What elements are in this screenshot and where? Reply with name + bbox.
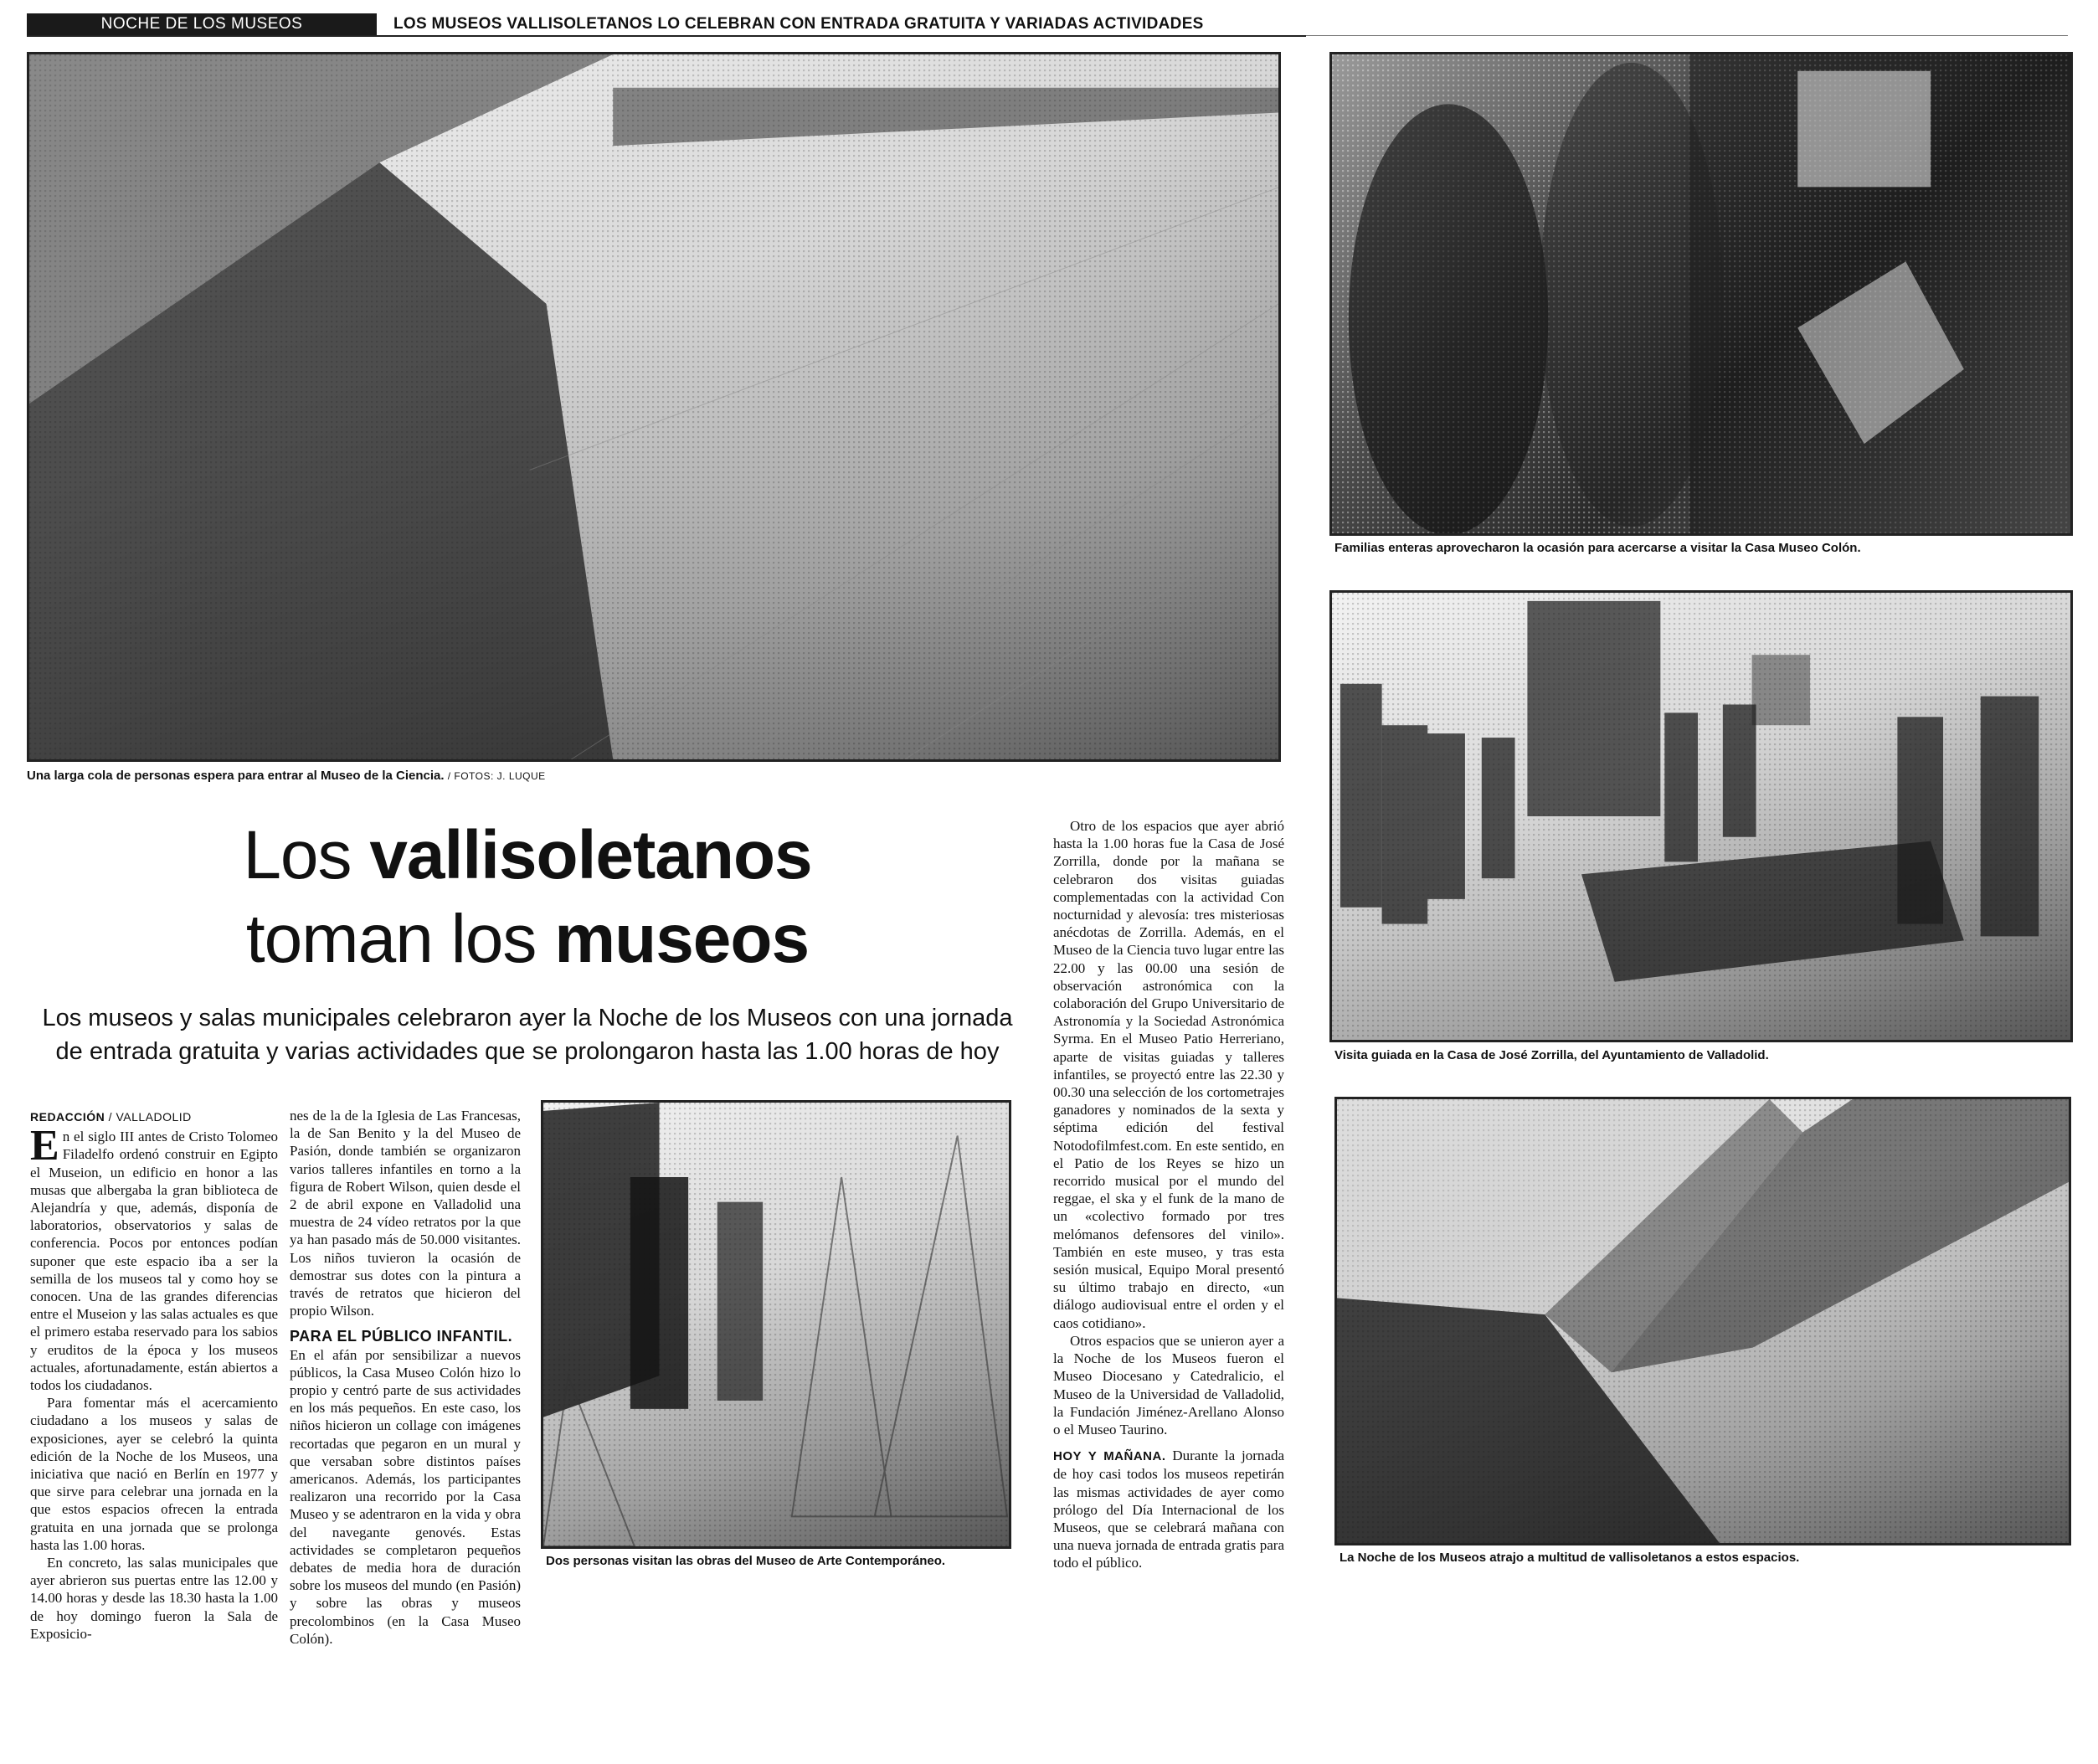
subheadline <box>33 1001 1021 1068</box>
article-paragraph: En concreto, las salas municipales que ayer abrieron sus puertas entre las 12.00 y 14.00 horas y desde las 18.30 hasta la 1.00 de hoy domingo fueron la Sala de Exposicio- <box>30 1555 278 1642</box>
photo-credit: / FOTOS: J. LUQUE <box>447 770 546 782</box>
section-tag: NOCHE DE LOS MUSEOS <box>27 13 377 35</box>
header-rule <box>27 35 1306 37</box>
caption-main-text: Una larga cola de personas espera para entrar al Museo de la Ciencia. <box>27 769 445 783</box>
photo-casa-zorrilla <box>1329 590 2073 1042</box>
caption-zorrilla: Visita guiada en la Casa de José Zorrilla, del Ayuntamiento de Valladolid. <box>1334 1048 1769 1062</box>
kicker-headline: LOS MUSEOS VALLISOLETANOS LO CELEBRAN CON ENTRADA GRATUITA Y VARIADAS ACTIVIDADES <box>393 15 1204 33</box>
article-column-1 <box>30 1108 278 1643</box>
headline-line2-bold: museos <box>554 901 810 977</box>
headline-line1-bold: vallisoletanos <box>369 817 812 893</box>
photo-main-queue <box>27 52 1281 762</box>
headline-line1-light: Los <box>243 817 370 893</box>
caption-colon: Familias enteras aprovecharon la ocasión para acercarse a visitar la Casa Museo Colón. <box>1334 541 1861 555</box>
photo-arte-contemporaneo <box>541 1100 1011 1549</box>
article-paragraph: En el afán por sensibilizar a nuevos públicos, la Casa Museo Colón hizo lo propio y centró parte de sus actividades en los más pequeños. En este caso, los niños hicieron un collage con imágenes recortadas que pegaron en un mural y que versaban sobre distintos países americanos. Además, los participantes realizaron una recorrido por la Casa Museo y se adentraron en la vida y obra del navegante genovés. Estas actividades se completaron pequeños debates de media hora de duración sobre los museos del mundo (en Pasión) y sobre las obras y museos precolombinos (en la Casa Museo Colón). <box>290 1346 521 1647</box>
article-column-2 <box>290 1107 521 1648</box>
byline-author: REDACCIÓN <box>30 1110 105 1124</box>
article-paragraph: Otros espacios que se unieron ayer a la Noche de los Museos fueron el Museo Diocesano y Catedralicio, el Museo de la Universidad de Valladolid, la Fundación Jiménez-Arellano Alonso o el Museo Taurino. <box>1053 1332 1284 1437</box>
section-subtitle: PARA EL PÚBLICO INFANTIL. <box>290 1328 513 1345</box>
paragraph-text: n el siglo III antes de Cristo Tolomeo Filadelfo ordenó construir en Egipto el Museion, un edificio en honor a las musas que albergaba la gran biblioteca de Alejandría y que, además, disponía de laboratorios, observatorios y salas de conferencia. Pocos por entonces podían suponer que este espacio iba a ser la semilla de los museos tal y como hoy se conocen. Una de las grandes diferencias entre el Museion y las salas actuales es que el primero estaba reservado para los sabios y eruditos de la época y los museos actuales, afortunadamente, están abiertos a todos los ciudadanos. <box>30 1129 278 1394</box>
headline-line-1 <box>33 814 1021 897</box>
subheadline-line-1: Los museos y salas municipales celebraron ayer la Noche de los Museos con una jornada <box>42 1005 1013 1031</box>
caption-art: Dos personas visitan las obras del Museo de Arte Contemporáneo. <box>546 1554 946 1568</box>
article-paragraph: Para fomentar más el acercamiento ciudadano a los museos y salas de exposiciones, ayer se celebró la quinta edición de la Noche de los Museos, una iniciativa que nació en Berlín en 1977 y que sirve para celebrar una jornada en la que estos espacios ofrecen la entrada gratuita en una jornada que se prolonga hasta las 1.00 horas. <box>30 1395 278 1553</box>
article-paragraph: nes de la de la Iglesia de Las Francesas, la de San Benito y la del Museo de Pasión, donde también se organizaron varios talleres infantiles en torno a la figura de Robert Wilson, quien desde el 2 de abril expone en Valladolid una muestra de 24 vídeo retratos por la que ya han pasado más de 50.000 visitantes. Los niños tuvieron la ocasión de demostrar sus dotes con la pintura a través de retratos que hicieron del propio Wilson. <box>290 1108 521 1319</box>
byline <box>30 1108 278 1126</box>
headline-line-2 <box>33 897 1021 981</box>
photo-queue-stairs <box>1334 1097 2071 1545</box>
photo-casa-colon <box>1329 52 2073 536</box>
byline-place: / VALLADOLID <box>105 1110 192 1124</box>
article-paragraph <box>30 1122 278 1394</box>
caption-main <box>27 769 948 784</box>
caption-queue: La Noche de los Museos atrajo a multitud de vallisoletanos a estos espacios. <box>1340 1551 1800 1565</box>
paragraph-text: Durante la jornada de hoy casi todos los museos repetirán las mismas actividades de ayer como prólogo del Día Internacional de los Museos, que se celebrará mañana con una nueva jornada de entrada gratis para todo el público. <box>1053 1448 1284 1571</box>
header-rule-right <box>1306 35 2068 36</box>
headline-line2-light: toman los <box>245 901 555 977</box>
article-paragraph: Otro de los espacios que ayer abrió hasta la 1.00 horas fue la Casa de José Zorrilla, donde por la mañana se celebraron dos visitas guiadas complementadas con la actividad Con nocturnidad y alevosía: tres misteriosas anécdotas de Zorrilla. Además, en el Museo de la Ciencia tuvo lugar entre las 22.00 y las 00.00 una sesión de observación astronómica con la colaboración del Grupo Universitario de Astronomía y la Sociedad Astronómica Syrma. En el Museo Patio Herreriano, aparte de visitas guiadas y talleres infantiles, se proyectó entre las 22.30 y 00.30 una selección de los cortometrajes ganadores y nominados de la sexta y séptima edición del festival Notodofilmfest.com. En este sentido, en el Patio de los Reyes se hizo un recorrido musical por el mundo del reggae, el ska y el funk de la mano de un «colectivo formado por tres melómanos defensores del vinilo». También en este museo, y tras esta sesión musical, Equipo Moral presentó su último trabajo en directo, «un diálogo audiovisual entre el orden y el caos cotidiano». <box>1053 818 1284 1331</box>
drop-cap: E <box>30 1122 59 1170</box>
lead-in: HOY Y MAÑANA. <box>1053 1449 1166 1464</box>
subheadline-line-2: de entrada gratuita y varias actividades que se prolongaron hasta las 1.00 horas de hoy <box>55 1038 1000 1065</box>
headline <box>33 814 1021 981</box>
article-paragraph <box>1053 1447 1284 1571</box>
article-column-3 <box>1053 817 1284 1572</box>
